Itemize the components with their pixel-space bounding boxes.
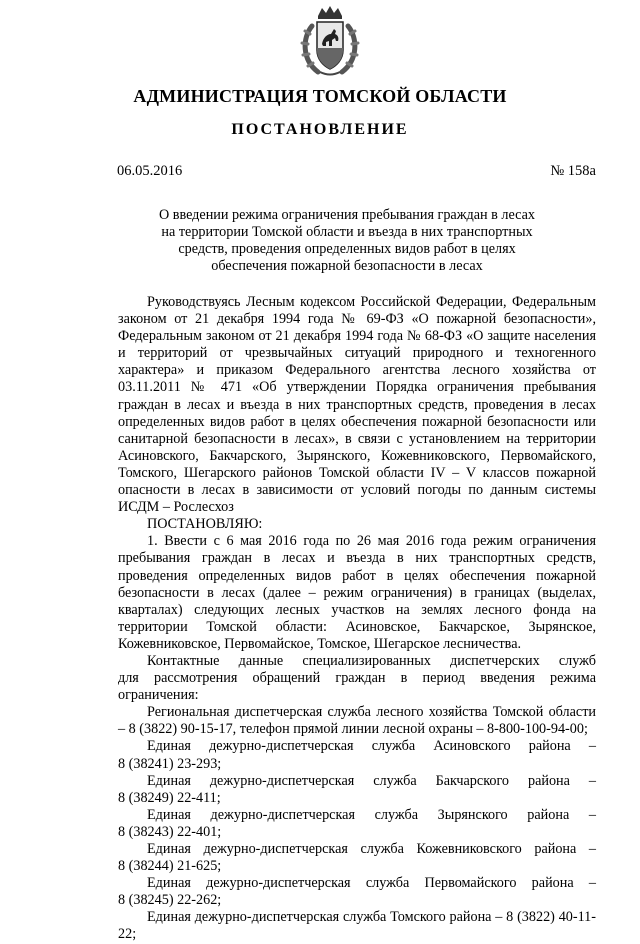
service-entry-name: Единая дежурно-диспетчерская служба Бакчарского района –: [147, 772, 596, 789]
document-number: № 158а: [550, 163, 596, 179]
service-entry-phone: 8 (38245) 22-262;: [118, 892, 222, 909]
document-subject: [118, 207, 576, 275]
service-entry-phone: 8 (38243) 22-401;: [118, 823, 222, 840]
service-entry-name: Единая дежурно-диспетчерская служба Первомайского района –: [147, 875, 596, 892]
coat-of-arms-icon: [298, 4, 362, 78]
regional-service-entry: Региональная диспетчерская служба лесного хозяйства Томской области – 8 (3822) 90-15-17, телефон прямой линии лесной охраны – 8-800-100-94-00;: [118, 704, 596, 738]
service-entry-name: Единая дежурно-диспетчерская служба Кожевниковского района –: [147, 841, 596, 857]
subject-line: О введении режима ограничения пребывания граждан в лесах: [158, 207, 536, 223]
subject-line: обеспечения пожарной безопасности в лесах: [211, 258, 483, 274]
service-entry-phone: 8 (38249) 22-411;: [118, 789, 221, 806]
preamble-paragraph: Руководствуясь Лесным кодексом Российской Федерации, Федеральным законом от 21 декабря 1994 года № 69-ФЗ «О пожарной безопасности», Федеральным законом от 21 декабря 1994 года № 68-ФЗ «О защите населения и территорий от чрезвычайных ситуаций природного и техногенного характера» и приказом Федерального агентства лесного хозяйства от 03.11.2011 № 471 «Об утверждении Порядка ограничения пребывания граждан в лесах и въезда в них транспортных средств, проведения в лесах определенных видов работ в целях обеспечения пожарной безопасности или санитарной безопасности в лесах», в связи с установлением на территории Асиновского, Бакчарского, Зырянского, Кожевниковского, Первомайского, Томского, Шегарского районов Томской области IV – V классов пожарной опасности в лесах в зависимости от условий погоды по данным системы ИСДМ – Рослесхоз: [118, 294, 596, 516]
item-1-paragraph: 1. Ввести с 6 мая 2016 года по 26 мая 2016 года режим ограничения пребывания граждан в лесах и въезда в них транспортных средств, проведения определенных видов работ в целях обеспечения пожарной безопасности в лесах (далее – режим ограничения) в границах (выделах, кварталах) следующих лесных участков на землях лесного фонда на территории Томской области: Асиновское, Бакчарское, Зырянское, Кожевниковское, Первомайское, Томское, Шегарское лесничества.: [118, 533, 596, 652]
subject-line: средств, проведения определенных видов работ в целях: [178, 241, 516, 257]
service-entry-phone: 8 (38241) 23-293;: [118, 755, 222, 772]
document-body: [118, 294, 596, 944]
document-type-title: ПОСТАНОВЛЕНИЕ: [231, 121, 409, 138]
document-date: 06.05.2016: [117, 163, 183, 179]
service-entry-phone: 8 (38244) 21-625;: [118, 858, 222, 875]
resolve-statement: ПОСТАНОВЛЯЮ:: [147, 516, 263, 533]
service-entry-name: Единая дежурно-диспетчерская служба Зырянского района –: [147, 806, 596, 823]
subject-line: на территории Томской области и въезда в них транспортных: [161, 224, 533, 240]
service-entry-name: Единая дежурно-диспетчерская служба Асиновского района –: [147, 738, 596, 755]
contacts-intro-line: Контактные данные специализированных диспетчерских служб: [147, 652, 596, 669]
contacts-intro-line: для рассмотрения обращений граждан в период введения режима ограничения:: [118, 670, 596, 704]
organization-title: АДМИНИСТРАЦИЯ ТОМСКОЙ ОБЛАСТИ: [133, 86, 507, 106]
tomsk-service-entry: Единая дежурно-диспетчерская служба Томского района – 8 (3822) 40-11-22;: [118, 909, 596, 943]
